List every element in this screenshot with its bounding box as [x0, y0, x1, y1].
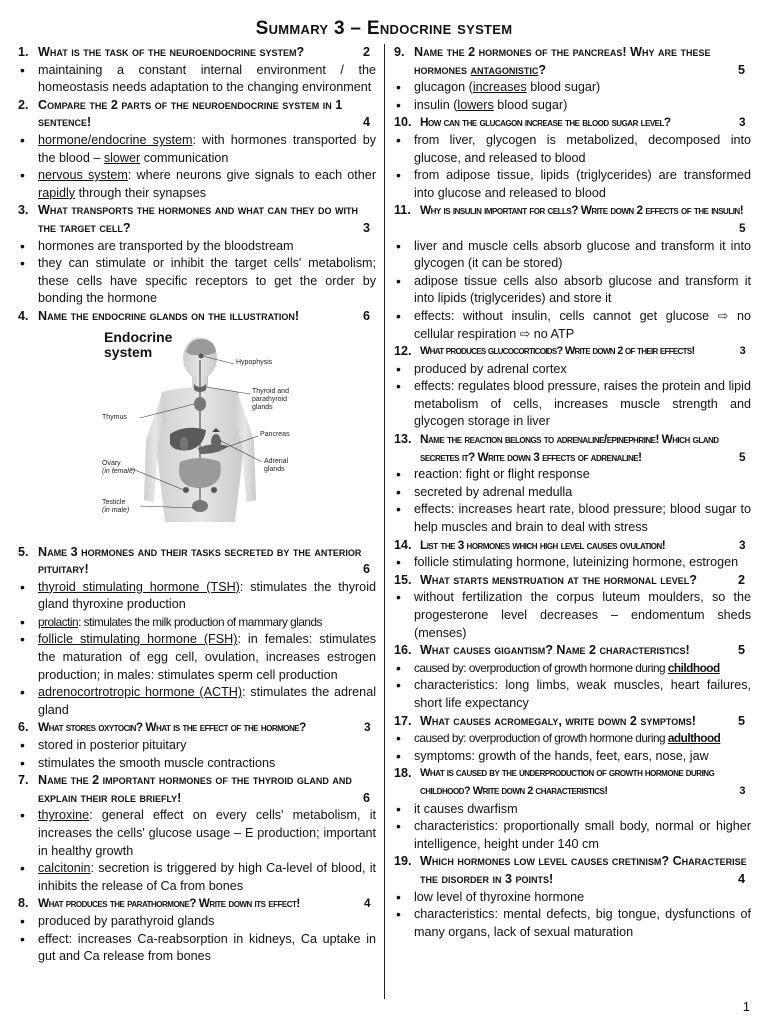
question-6: [18, 719, 376, 737]
question-points: 3: [739, 345, 745, 358]
answer-bullet: • without fertilization the corpus luteum moulders, so the progesterone level decreases – endomentum sheds (menses): [394, 589, 751, 642]
right-column: [394, 44, 751, 941]
question-points: 5: [737, 62, 745, 77]
answer-text: from liver, glycogen is metabolized, decomposed into glucose, and released to blood: [414, 132, 751, 165]
question-text: How can the glucagon increase the blood sugar level?: [420, 115, 671, 130]
question-4: [18, 308, 376, 326]
question-points: 3: [362, 220, 370, 235]
answer-text: through their synapses: [75, 185, 207, 200]
answer-text: it causes dwarfism: [414, 801, 518, 816]
answer-text: characteristics: proportionally small body, normal or higher intelligence, height under 140 cm: [414, 819, 751, 851]
answer-bullet: • produced by adrenal cortex: [394, 361, 751, 379]
question-10: [394, 114, 751, 132]
answer-bullet: • stored in posterior pituitary: [18, 737, 376, 755]
answer-term: increases: [472, 80, 527, 95]
question-text: Compare the 2 parts of the neuroendocrine system in 1 sentence!: [38, 97, 343, 130]
question-11: [394, 202, 751, 237]
answer-bullet: • effects: without insulin, cells cannot get glucose ⇨ no cellular respiration ⇨ no ATP: [394, 308, 751, 343]
answer-bullet: • thyroid stimulating hormone (TSH): stimulates the thyroid gland thyroxine production: [20, 578, 376, 612]
question-points: 4: [362, 115, 370, 130]
answer-term: nervous system: [38, 168, 128, 183]
answer-bullet: • maintaining a constant internal environment / the homeostasis needs adaptation to the changing environment: [18, 62, 376, 97]
label-ovary: Ovary (in female): [102, 459, 136, 475]
endocrine-system-illustration: [100, 330, 300, 530]
question-text: Name the 2 hormones of the pancreas! Why are these hormones: [414, 45, 711, 77]
answer-text: reaction: fight or flight response: [414, 467, 590, 482]
question-text: What causes gigantism? Name 2 characteristics!: [420, 643, 690, 658]
answer-bullet: • caused by: overproduction of growth hormone during childhood: [396, 659, 720, 676]
answer-text: adipose tissue cells also absorb glucose and transform it into lipids (triglycerides) and store it: [414, 273, 751, 306]
question-number: 17.: [394, 713, 412, 728]
question-points: 4: [737, 871, 745, 886]
label-thymus: Thymus: [102, 413, 127, 421]
answer-text: from adipose tissue, lipids (triglycerides) are transformed into glucose and released to blood: [414, 168, 751, 200]
question-14: [394, 537, 751, 555]
question-18: [394, 765, 751, 800]
answer-bullet: • effect: increases Ca-reabsorption in kidneys, Ca uptake in gut and Ca release from bones: [18, 931, 376, 966]
answer-text: caused by: overproduction of growth hormone during: [414, 660, 668, 675]
question-text: What starts menstruation at the hormonal level?: [420, 572, 697, 587]
question-number: 8.: [18, 896, 29, 911]
answer-bullet: • adipose tissue cells also absorb glucose and transform it into lipids (triglycerides) and store it: [394, 273, 751, 308]
label-adrenal: Adrenal glands: [264, 457, 289, 473]
question-number: 14.: [394, 537, 412, 552]
answer-text: produced by parathyroid glands: [38, 913, 215, 928]
question-text: What causes acromegaly, write down 2 symptoms!: [420, 713, 696, 728]
answer-bullet: • follicle stimulating hormone, luteinizing hormone, estrogen: [394, 554, 751, 572]
question-number: 15.: [394, 572, 412, 587]
figure-title: Endocrine system: [104, 328, 173, 360]
answer-bullet: • hormone/endocrine system: with hormones transported by the blood – slower communication: [20, 131, 376, 165]
answer-text: effects: regulates blood pressure, raises the protein and lipid metabolism of cells, increases muscle strength and glycogen storage in liver: [414, 379, 751, 429]
answer-term: adulthood: [667, 731, 721, 746]
question-text: Why is insulin important for cells? Write down 2 effects of the insulin!: [420, 203, 744, 218]
question-1: [18, 44, 376, 62]
answer-text: follicle stimulating hormone, luteinizing hormone, estrogen: [414, 555, 739, 570]
answer-term: thyroxine: [38, 808, 90, 823]
answer-text: : stimulates the adrenal gland: [38, 685, 376, 717]
answer-text: effects: increases heart rate, blood pressure; blood sugar to help muscles and brain to deal with stress: [414, 502, 751, 535]
answer-term: adrenocortrotropic hormone (ACTH): [38, 685, 243, 700]
answer-bullet: • insulin (lowers blood sugar): [396, 96, 568, 113]
answer-text: : in females: stimulates the maturation of egg cell, ovulation, increases estrogen production; in males: stimulates sperm cell production: [38, 632, 376, 682]
answer-bullet: • produced by parathyroid glands: [18, 913, 376, 931]
answer-term: thyroid stimulating hormone (TSH): [38, 579, 240, 594]
answer-text: caused by: overproduction of growth hormone during: [414, 731, 668, 746]
answer-text: secreted by adrenal medulla: [414, 484, 573, 499]
answer-bullet: • calcitonin: secretion is triggered by high Ca-level of blood, it inhibits the release of Ca from bones: [20, 860, 376, 893]
answer-text: characteristics: long limbs, weak muscles, heart failures, short life expectancy: [414, 678, 751, 710]
question-3: [18, 202, 376, 237]
question-text: Which hormones low level causes cretinism? Characterise the disorder in 3 points!: [420, 854, 747, 886]
question-number: 9.: [394, 45, 405, 59]
answer-text: : with hormones transported by the blood –: [38, 132, 376, 165]
question-number: 4.: [18, 308, 29, 323]
answer-text: : general effect on every cells' metabolism, it increases the cells' glucose usage – E production; important in healthy growth: [38, 808, 376, 858]
question-text: ?: [538, 62, 547, 77]
label-pancreas: Pancreas: [260, 430, 290, 438]
answer-term: prolactin: [38, 614, 79, 629]
answer-bullet: • it causes dwarfism: [394, 801, 751, 819]
question-number: 7.: [18, 773, 29, 788]
answer-bullet: • reaction: fight or flight response: [394, 466, 751, 484]
question-number: 16.: [394, 643, 412, 658]
answer-bullet: • secreted by adrenal medulla: [394, 484, 751, 502]
answer-text: effect: increases Ca-reabsorption in kidneys, Ca uptake in gut and Ca release from bones: [38, 931, 376, 964]
question-text: What produces the parathormone? Write down its effect!: [38, 896, 300, 911]
answer-bullet: • adrenocortrotropic hormone (ACTH): stimulates the adrenal gland: [20, 684, 376, 717]
answer-bullet: • they can stimulate or inhibit the target cells' metabolism; these cells have specific receptors to get the order by bonding the hormone: [18, 255, 376, 308]
question-number: 1.: [18, 45, 29, 59]
left-column: [18, 44, 376, 966]
answer-text: glucagon (: [414, 80, 473, 95]
question-text: What transports the hormones and what can they do with the target cell?: [38, 203, 359, 235]
answer-term: childhood: [667, 660, 720, 675]
question-text: What produces glucocorticoids? Write down 2 of their effects!: [420, 345, 695, 358]
answer-bullet: • characteristics: long limbs, weak muscles, heart failures, short life expectancy: [394, 677, 751, 712]
question-number: 18.: [394, 766, 412, 781]
answer-term: calcitonin: [38, 861, 91, 876]
question-points: 3: [363, 720, 370, 735]
answer-text: they can stimulate or inhibit the target cells' metabolism; these cells have specific receptors to get the order by bonding the hormone: [38, 256, 376, 306]
question-17: [394, 713, 751, 731]
question-9: [394, 44, 751, 79]
question-number: 5.: [18, 544, 29, 559]
answer-bullet: • follicle stimulating hormone (FSH): in females: stimulates the maturation of egg cell, ovulation, increases estrogen production; in males: stimulates sperm cell production: [20, 631, 376, 682]
answer-bullet: • characteristics: proportionally small body, normal or higher intelligence, height under 140 cm: [394, 818, 751, 853]
question-text: What stores oxytocin? What is the effect of the hormone?: [38, 720, 306, 735]
answer-text: hormones are transported by the bloodstream: [38, 238, 294, 253]
answer-term: rapidly: [38, 185, 76, 200]
page-title: Summary 3 – Endocrine system: [255, 18, 513, 39]
answer-bullet: • characteristics: mental defects, big tongue, dysfunctions of many organs, lack of sexual maturation: [394, 906, 751, 941]
question-points: 5: [738, 449, 745, 464]
question-text: Name 3 hormones and their tasks secreted by the anterior pituitary!: [38, 544, 362, 577]
question-12: [394, 343, 751, 361]
question-points: 5: [738, 220, 745, 235]
answer-term: lowers: [457, 97, 494, 112]
answer-term: slower: [103, 150, 141, 165]
answer-bullet: • effects: increases heart rate, blood pressure; blood sugar to help muscles and brain to deal with stress: [394, 501, 751, 536]
question-points: 6: [362, 562, 370, 577]
answer-bullet: • low level of thyroxine hormone: [394, 889, 751, 907]
question-text: Name the endocrine glands on the illustration!: [38, 308, 300, 323]
answer-text: communication: [140, 150, 229, 165]
answer-bullet: • caused by: overproduction of growth hormone during adulthood: [396, 730, 721, 747]
question-points: 5: [737, 713, 745, 728]
answer-term: follicle stimulating hormone (FSH): [38, 632, 238, 647]
question-points: 6: [362, 790, 370, 805]
question-text: Name the 2 important hormones of the thyroid gland and explain their role briefly!: [38, 773, 352, 805]
question-number: 13.: [394, 432, 412, 447]
question-7: [18, 772, 376, 807]
question-points: 2: [362, 45, 370, 59]
question-number: 11.: [394, 203, 411, 218]
answer-text: stimulates the smooth muscle contractions: [38, 755, 276, 770]
question-text: List the 3 hormones which high level causes ovulation!: [420, 537, 666, 552]
answer-text: characteristics: mental defects, big tongue, dysfunctions of many organs, lack of sexual maturation: [414, 907, 751, 939]
answer-text: blood sugar): [493, 97, 568, 112]
answer-bullet: • prolactin: stimulates the milk production of mammary glands: [20, 613, 322, 630]
answer-text: stored in posterior pituitary: [38, 738, 187, 753]
question-number: 2.: [18, 97, 29, 112]
label-hypophysis: Hypophysis: [236, 358, 273, 366]
question-15: [394, 572, 751, 590]
question-text: What is the task of the neuroendocrine system?: [38, 45, 305, 59]
answer-text: effects: without insulin, cells cannot get glucose ⇨ no cellular respiration ⇨ no ATP: [414, 308, 751, 341]
question-number: 10.: [394, 115, 412, 130]
question-19: [394, 853, 751, 888]
answer-bullet: • from adipose tissue, lipids (triglycerides) are transformed into glucose and released to blood: [394, 167, 751, 202]
question-points: 3: [738, 115, 745, 130]
question-16: [394, 642, 751, 660]
answer-text: : secretion is triggered by high Ca-level of blood, it inhibits the release of Ca from bones: [38, 861, 376, 893]
answer-text: : stimulates the thyroid gland thyroxine production: [38, 579, 376, 612]
answer-bullet: • hormones are transported by the bloodstream: [18, 238, 376, 256]
question-points: 4: [363, 896, 370, 911]
answer-text: : where neurons give signals to each other: [127, 168, 377, 183]
answer-text: low level of thyroxine hormone: [414, 889, 585, 904]
answer-text: maintaining a constant internal environment / the homeostasis needs adaptation to the changing environment: [38, 62, 376, 95]
question-number: 12.: [394, 344, 412, 359]
label-thyroid: Thyroid and parathyroid glands: [252, 387, 289, 411]
answer-bullet: • stimulates the smooth muscle contractions: [18, 755, 376, 773]
answer-text: : stimulates the milk production of mammary glands: [78, 614, 322, 629]
answer-bullet: • effects: regulates blood pressure, raises the protein and lipid metabolism of cells, increases muscle strength and glycogen storage in liver: [394, 378, 751, 431]
column-divider: [384, 44, 385, 999]
answer-bullet: • liver and muscle cells absorb glucose and transform it into glycogen (it can be stored): [394, 238, 751, 273]
answer-text: blood sugar): [526, 80, 601, 95]
question-2: [18, 97, 376, 132]
question-number: 6.: [18, 720, 29, 735]
question-number: 3.: [18, 203, 29, 218]
question-points: 3: [739, 784, 745, 797]
label-testicle: Testicle (in male): [102, 498, 130, 514]
answer-text: without fertilization the corpus luteum moulders, so the progesterone level decreases – endomentum sheds (menses): [414, 590, 751, 640]
question-points: 5: [737, 643, 745, 658]
answer-bullet: • from liver, glycogen is metabolized, decomposed into glucose, and released to blood: [394, 132, 751, 167]
question-number: 19.: [394, 854, 412, 869]
answer-bullet: • symptoms: growth of the hands, feet, ears, nose, jaw: [394, 748, 751, 766]
question-text: antagonistic: [470, 62, 539, 77]
answer-term: hormone/endocrine system: [38, 132, 193, 147]
question-5: [18, 544, 376, 579]
page-number: 1: [742, 999, 750, 1014]
question-13: [394, 431, 751, 466]
question-points: 3: [738, 537, 745, 552]
question-text: Name the reaction belongs to adrenaline/epinephrine! Which gland secretes it? Write down 3 effects of adrenaline!: [420, 432, 719, 464]
question-text: What is caused by the underproduction of growth hormone during childhood? Write down 2 characteristics!: [420, 767, 715, 797]
answer-bullet: • nervous system: where neurons give signals to each other rapidly through their synapses: [20, 167, 377, 200]
question-8: [18, 895, 376, 913]
answer-bullet: • glucagon (increases blood sugar): [396, 79, 601, 96]
answer-text: symptoms: growth of the hands, feet, ears, nose, jaw: [414, 748, 709, 763]
question-points: 6: [362, 308, 370, 323]
answer-bullet: • thyroxine: general effect on every cells' metabolism, it increases the cells' glucose usage – E production; important in healthy growth: [20, 807, 376, 858]
question-points: 2: [737, 572, 745, 587]
answer-text: insulin (: [414, 97, 458, 112]
answer-text: liver and muscle cells absorb glucose and transform it into glycogen (it can be stored): [414, 238, 751, 271]
answer-text: produced by adrenal cortex: [414, 361, 567, 376]
